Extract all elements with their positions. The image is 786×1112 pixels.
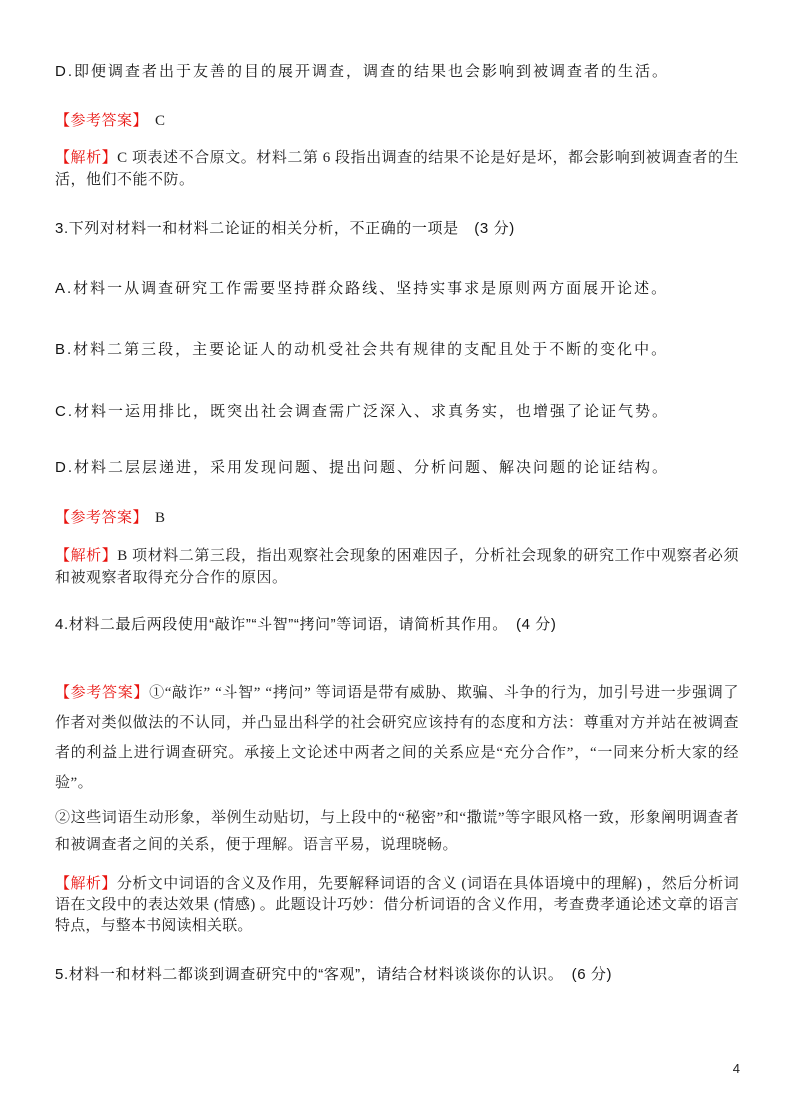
q3-analysis-text: B 项材料二第三段，指出观察社会现象的困难因子，分析社会现象的研究工作中观察者必须和被观察者取得充分合作的原因。 — [55, 548, 739, 586]
q3-answer-line — [55, 508, 739, 528]
q4-answer-point1 — [55, 678, 739, 798]
q5-stem: 5.材料一和材料二都谈到调查研究中的“客观”，请结合材料谈谈你的认识。 (6 分) — [55, 966, 613, 983]
page-number: 4 — [732, 1061, 740, 1076]
q2-option-d: D.即便调查者出于友善的目的展开调查，调查的结果也会影响到被调查者的生活。 — [55, 63, 670, 80]
q4-answer-point2-text: ②这些词语生动形象，举例生动贴切，与上段中的“秘密”和“撒谎”等字眼风格一致，形象阐明调查者和被调查者之间的关系，便于理解。语言平易，说理晓畅。 — [55, 810, 739, 853]
q2-answer-value: C — [155, 113, 166, 129]
q4-analysis-label: 【解析】 — [55, 876, 117, 892]
q4-analysis-text: 分析文中词语的含义及作用，先要解释词语的含义 (词语在具体语境中的理解) ，然后分析词语在文段中的表达效果 (情感) 。此题设计巧妙：借分析词语的含义作用，考查费孝通论述文章的语言特点，与整本书阅读相关联。 — [55, 876, 739, 934]
q3-analysis-label: 【解析】 — [55, 548, 118, 564]
q4-stem: 4.材料二最后两段使用“敲诈”“斗智”“拷问”等词语，请简析其作用。 (4 分) — [55, 616, 557, 633]
q3-answer-value: B — [155, 510, 166, 526]
q2-analysis — [55, 147, 739, 191]
q3-analysis — [55, 545, 739, 589]
q3-option-c: C.材料一运用排比，既突出社会调查需广泛深入、求真务实，也增强了论证气势。 — [55, 403, 670, 420]
q3-answer-label: 【参考答案】 — [55, 510, 149, 526]
q3-option-d: D.材料二层层递进，采用发现问题、提出问题、分析问题、解决问题的论证结构。 — [55, 459, 670, 476]
q4-answer-label: 【参考答案】 — [55, 685, 150, 701]
q2-answer-label: 【参考答案】 — [55, 113, 149, 129]
q2-analysis-label: 【解析】 — [55, 150, 118, 166]
q4-answer-point2 — [55, 805, 739, 859]
q4-analysis — [55, 874, 739, 937]
q2-answer-line — [55, 111, 739, 131]
q3-option-a: A.材料一从调查研究工作需要坚持群众路线、坚持实事求是原则两方面展开论述。 — [55, 280, 669, 297]
q3-stem: 3.下列对材料一和材料二论证的相关分析，不正确的一项是 (3 分) — [55, 220, 515, 237]
q4-answer-point1-text: ①“敲诈” “斗智” “拷问” 等词语是带有威胁、欺骗、斗争的行为，加引号进一步强调了作者对类似做法的不认同，并凸显出科学的社会研究应该持有的态度和方法：尊重对方并站在被调查者的利益上进行调查研究。承接上文论述中两者之间的关系应是“充分合作”，“一同来分析大家的经验”。 — [55, 685, 739, 791]
q3-option-b: B.材料二第三段，主要论证人的动机受社会共有规律的支配且处于不断的变化中。 — [55, 341, 669, 358]
q2-analysis-text: C 项表述不合原文。材料二第 6 段指出调查的结果不论是好是坏，都会影响到被调查者的生活，他们不能不防。 — [55, 150, 739, 188]
